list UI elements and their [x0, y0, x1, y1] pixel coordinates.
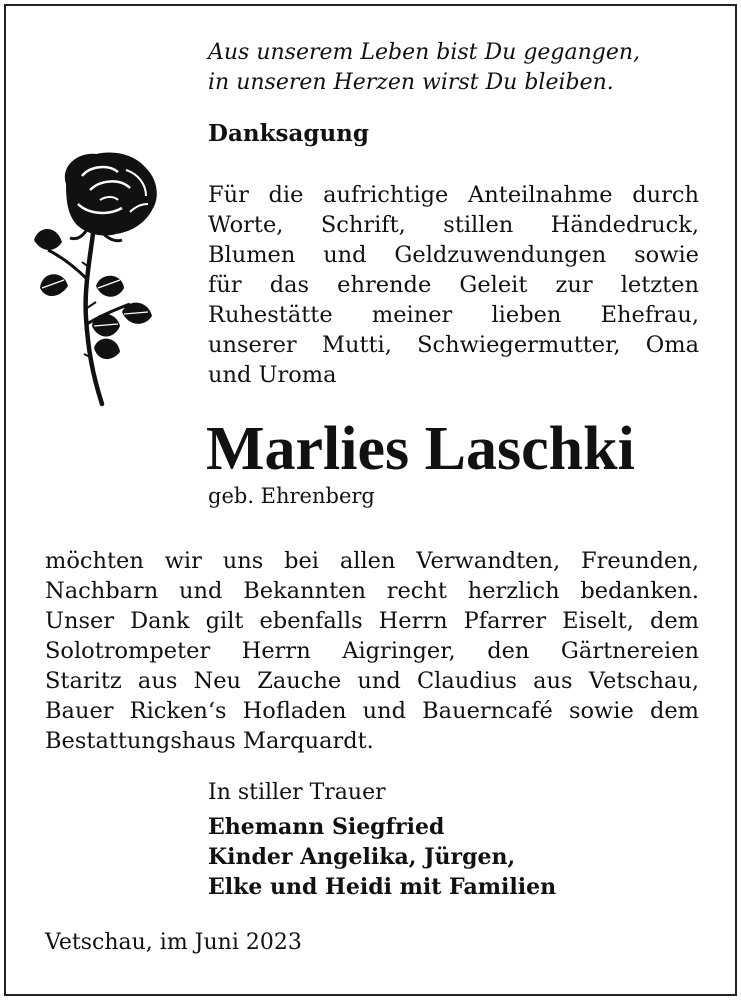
thanks-line: und Uroma [208, 362, 337, 388]
mourning-label: In stiller Trauer [208, 780, 386, 805]
body-line: Solotrompeter Herrn Aigringer, den Gärtnereien [45, 638, 699, 664]
quote-line: Aus unserem Leben bist Du gegangen, [208, 40, 641, 65]
family-line: Kinder Angelika, Jürgen, [208, 844, 516, 870]
rose-icon [30, 148, 160, 410]
thanks-line: unserer Mutti, Schwiegermutter, Oma [208, 332, 699, 358]
body-line: Nachbarn und Bekannten recht herzlich bedanken. [45, 578, 699, 604]
birth-name: geb. Ehrenberg [208, 484, 375, 508]
thanks-line: Blumen und Geldzuwendungen sowie [208, 242, 699, 268]
body-line: Bestattungshaus Marquardt. [45, 728, 374, 754]
body-line: Staritz aus Neu Zauche und Claudius aus Vetschau, [45, 668, 699, 694]
family-line: Elke und Heidi mit Familien [208, 874, 557, 900]
memorial-quote [208, 38, 708, 98]
thanks-line: Für die aufrichtige Anteilnahme durch [208, 182, 699, 208]
thanks-line: Worte, Schrift, stillen Händedruck, [208, 212, 699, 238]
body-line: möchten wir uns bei allen Verwandten, Freunden, [45, 548, 699, 574]
deceased-name: Marlies Laschki [206, 415, 635, 483]
thanks-line: Ruhestätte meiner lieben Ehefrau, [208, 302, 699, 328]
quote-line: in unseren Herzen wirst Du bleiben. [208, 70, 614, 95]
family-line: Ehemann Siegfried [208, 814, 445, 840]
heading-danksagung: Danksagung [208, 120, 369, 147]
thanks-paragraph [208, 180, 699, 390]
place-date: Vetschau, im Juni 2023 [45, 930, 302, 955]
acknowledgement-paragraph [45, 546, 699, 756]
body-line: Unser Dank gilt ebenfalls Herrn Pfarrer Eiselt, dem [45, 608, 699, 634]
family-signature [208, 812, 556, 902]
body-line: Bauer Ricken‘s Hofladen und Bauerncafé sowie dem [45, 698, 699, 724]
thanks-line: für das ehrende Geleit zur letzten [208, 272, 699, 298]
